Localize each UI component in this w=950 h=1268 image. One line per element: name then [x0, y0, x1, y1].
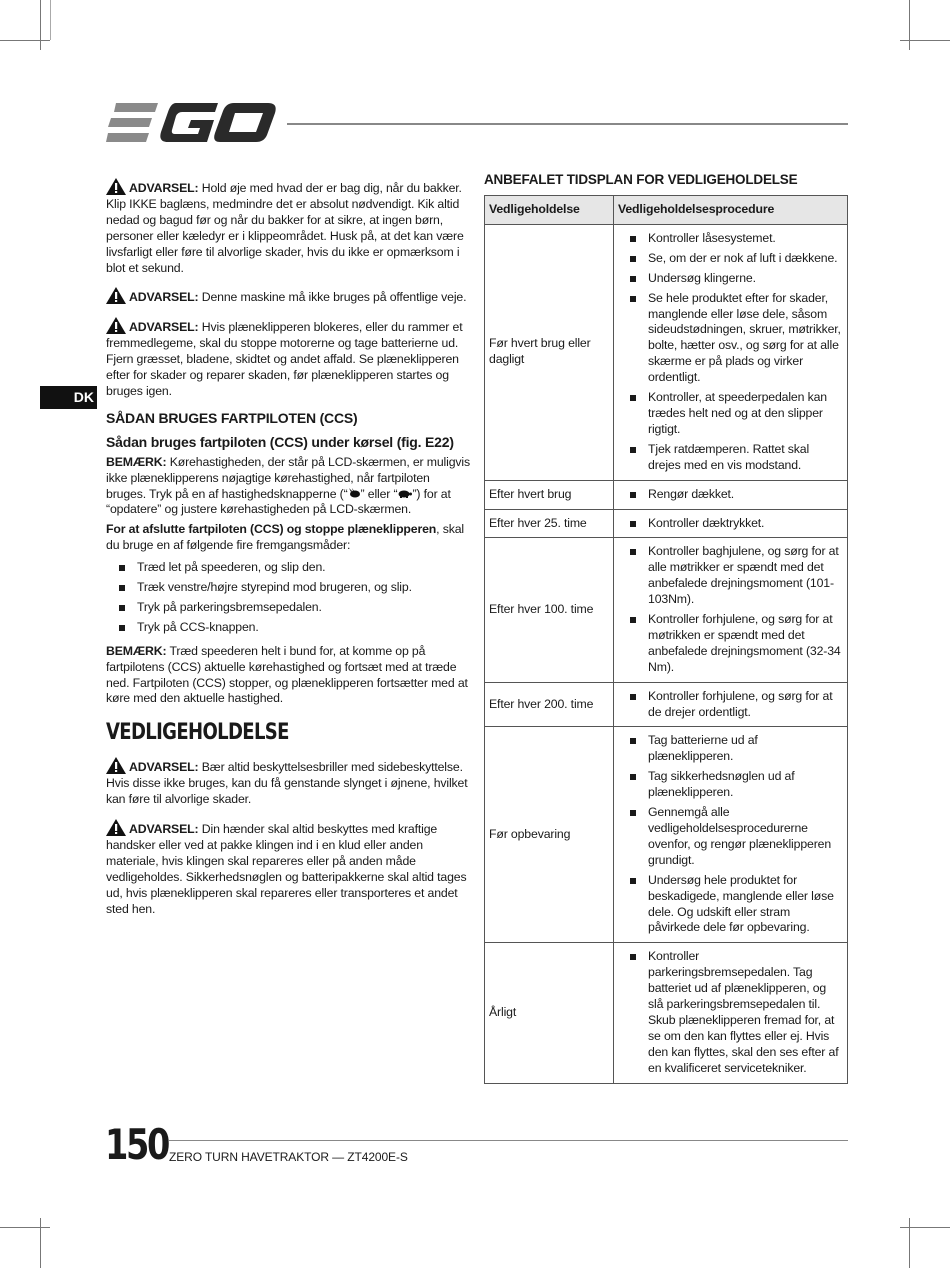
procedure-cell [614, 943, 848, 1083]
crop-mark [900, 40, 950, 41]
note-paragraph [106, 644, 472, 708]
procedure-cell [614, 538, 848, 682]
crop-mark [0, 1227, 50, 1228]
procedure-cell [614, 727, 848, 943]
note-text: Kørehastigheden, der står på LCD-skærmen, er muligvis ikke plæneklipperens nøjagtige kørehastighed, når fartpiloten bruges. Tryk på en af hastighedsknapperne (“ [106, 454, 470, 501]
warning-paragraph [106, 287, 472, 306]
procedure-cell [614, 682, 848, 727]
warning-label: ADVARSEL: [129, 181, 199, 195]
list-item: Kontroller baghjulene, og sørg for at alle møtrikker er spændt med det anbefalede drejningsmoment (101-103Nm). [618, 544, 843, 608]
subheading-ccs-driving: Sådan bruges fartpiloten (CCS) under kørsel (fig. E22) [106, 433, 454, 450]
ego-logo [106, 100, 278, 146]
interval-cell: Før hvert brug eller dagligt [485, 224, 614, 480]
list-item: Kontroller, at speederpedalen kan trædes helt ned og at den slipper rigtigt. [618, 390, 843, 438]
list-item: Undersøg hele produktet for beskadigede, manglende eller løse dele. Og udskift eller stram påvirkede dele før opbevaring. [618, 873, 843, 937]
list-item: Tag sikkerhedsnøglen ud af plæneklipperen. [618, 769, 843, 801]
note-label: BEMÆRK: [106, 643, 167, 658]
warning-paragraph [106, 757, 472, 808]
warning-paragraph [106, 178, 472, 276]
stop-intro-bold: For at afslutte fartpiloten (CCS) og stoppe plæneklipperen [106, 522, 437, 537]
note-label: BEMÆRK: [106, 454, 167, 469]
warning-triangle-icon [106, 287, 126, 304]
interval-cell: Årligt [485, 943, 614, 1083]
procedure-cell [614, 480, 848, 509]
table-row [485, 682, 848, 727]
table-title: ANBEFALET TIDSPLAN FOR VEDLIGEHOLDELSE [484, 172, 798, 187]
interval-cell: Efter hver 100. time [485, 538, 614, 682]
column-header: Vedligeholdelsesprocedure [614, 196, 848, 225]
list-item: Træk venstre/højre styrepind mod brugeren, og slip. [118, 580, 472, 596]
crop-mark [40, 1218, 41, 1268]
left-column [106, 178, 472, 928]
language-tab: DK [40, 386, 97, 409]
note-paragraph [106, 455, 472, 519]
table-row [485, 480, 848, 509]
stop-intro-text: , skal du bruge en af følgende fire fremgangsmåder: [106, 522, 464, 553]
interval-cell: Før opbevaring [485, 727, 614, 943]
crop-mark [40, 0, 41, 50]
list-item: Undersøg klingerne. [618, 271, 843, 287]
warning-paragraph [106, 317, 472, 400]
list-item: Tryk på CCS-knappen. [118, 620, 472, 636]
section-heading-maintenance: VEDLIGEHOLDELSE [106, 720, 289, 746]
list-item: Kontroller forhjulene, og sørg for at de drejer ordentligt. [618, 689, 843, 721]
warning-label: ADVARSEL: [129, 822, 199, 836]
warning-paragraph [106, 819, 472, 917]
procedure-cell [614, 509, 848, 538]
column-header: Vedligeholdelse [485, 196, 614, 225]
crop-mark [0, 40, 50, 41]
crop-mark [909, 1218, 910, 1268]
section-heading-ccs: SÅDAN BRUGES FARTPILOTEN (CCS) [106, 409, 358, 426]
maintenance-schedule-table [484, 195, 848, 1084]
crop-mark [909, 0, 910, 50]
list-item: Træd let på speederen, og slip den. [118, 560, 472, 576]
page-number: 150 [105, 1120, 168, 1169]
table-row [485, 538, 848, 682]
warning-text: Bær altid beskyttelsesbriller med sidebeskyttelse. Hvis disse ikke bruges, kan du få genstande slynget i øjnene, hvilket kan føre til alvorlige skader. [106, 760, 468, 807]
warning-triangle-icon [106, 819, 126, 836]
rabbit-speed-icon [348, 488, 361, 498]
turtle-speed-icon [397, 489, 412, 498]
list-item: Kontroller forhjulene, og sørg for at møtrikken er spændt med det anbefalede drejningsmoment (32-34 Nm). [618, 612, 843, 676]
header-rule [287, 123, 848, 125]
warning-text: Din hænder skal altid beskyttes med kraftige handsker eller ved at pakke klingen ind i en klud eller anden materiale, hvis klingen skal repareres eller på anden måde vedligeholdes. Sikkerhedsnøglen og batteripakkerne skal altid tages ud, hvis plæneklipperen skal repareres eller transporteres et andet sted hen. [106, 822, 467, 916]
crop-mark [900, 1227, 950, 1228]
list-item: Gennemgå alle vedligeholdelsesprocedurerne ovenfor, og rengør plæneklipperen grundigt. [618, 805, 843, 869]
list-item: Kontroller parkeringsbremsepedalen. Tag batteriet ud af plæneklipperen, og slå parkeringsbremsepedalen til. Skub plæneklipperen fremad for, at se om den kan flyttes eller ej. Hvis den kan flyttes, skal den ses efter af en kvalificeret servicetekniker. [618, 949, 843, 1076]
note-text: ”) for at “opdatere” og justere kørehastigheden på LCD-skærmen. [106, 486, 451, 517]
footer-rule [169, 1140, 848, 1141]
warning-triangle-icon [106, 317, 126, 334]
list-item: Se hele produktet efter for skader, manglende eller løse dele, såsom sideudstødningen, skruer, møtrikker, bolte, hætter osv., og sørg for at alle skærme er på plads og virker ordentligt. [618, 291, 843, 386]
table-row [485, 224, 848, 480]
table-row [485, 943, 848, 1083]
note-text: ” eller “ [360, 486, 398, 501]
warning-triangle-icon [106, 178, 126, 195]
interval-cell: Efter hvert brug [485, 480, 614, 509]
list-item: Rengør dækket. [618, 487, 843, 503]
warning-label: ADVARSEL: [129, 320, 199, 335]
warning-label: ADVARSEL: [129, 760, 199, 775]
warning-text: Denne maskine må ikke bruges på offentlige veje. [198, 290, 467, 305]
list-item: Tryk på parkeringsbremsepedalen. [118, 600, 472, 616]
interval-cell: Efter hver 25. time [485, 509, 614, 538]
interval-cell: Efter hver 200. time [485, 682, 614, 727]
procedure-cell [614, 224, 848, 480]
warning-label: ADVARSEL: [129, 290, 199, 305]
warning-text: Hold øje med hvad der er bag dig, når du bakker. Klip IKKE baglæns, medmindre det er absolut nødvendigt. Kik altid nedad og bagud før og når du bakker for at sikre, at ingen børn, personer eller kæledyr er i klippeområdet. Husk på, at det kan være livsfarligt eller føre til alvorlige skader, hvis du ikke er opmærksom i blot et sekund. [106, 181, 464, 275]
right-column [484, 172, 848, 1084]
list-item: Se, om der er nok af luft i dækkene. [618, 251, 843, 267]
note-text: Træd speederen helt i bund for, at komme op på fartpilotens (CCS) aktuelle kørehastighed og fortsæt med at træde ned. Fartpiloten (CCS) stopper, og plæneklipperen fortsætter med at køre med den aktuelle hastighed. [106, 643, 468, 706]
footer-product-title: ZERO TURN HAVETRAKTOR — ZT4200E-S [169, 1150, 408, 1164]
list-item: Tag batterierne ud af plæneklipperen. [618, 733, 843, 765]
list-item: Kontroller låsesystemet. [618, 231, 843, 247]
list-item: Kontroller dæktrykket. [618, 516, 843, 532]
warning-text: Hvis plæneklipperen blokeres, eller du rammer et fremmedlegeme, skal du stoppe motorerne og tage batterierne ud. Fjern græsset, bladene, skidtet og andet affald. Se plæneklipperen efter for skader og reparer skaden, før plæneklipperen startes og bruges igen. [106, 320, 463, 398]
warning-triangle-icon [106, 757, 126, 774]
table-header-row [485, 196, 848, 225]
stop-intro-paragraph [106, 522, 472, 554]
table-row [485, 509, 848, 538]
crop-mark [50, 0, 51, 40]
list-item: Tjek ratdæmperen. Rattet skal drejes med en vis modstand. [618, 442, 843, 474]
stop-methods-list [106, 560, 472, 636]
table-row [485, 727, 848, 943]
